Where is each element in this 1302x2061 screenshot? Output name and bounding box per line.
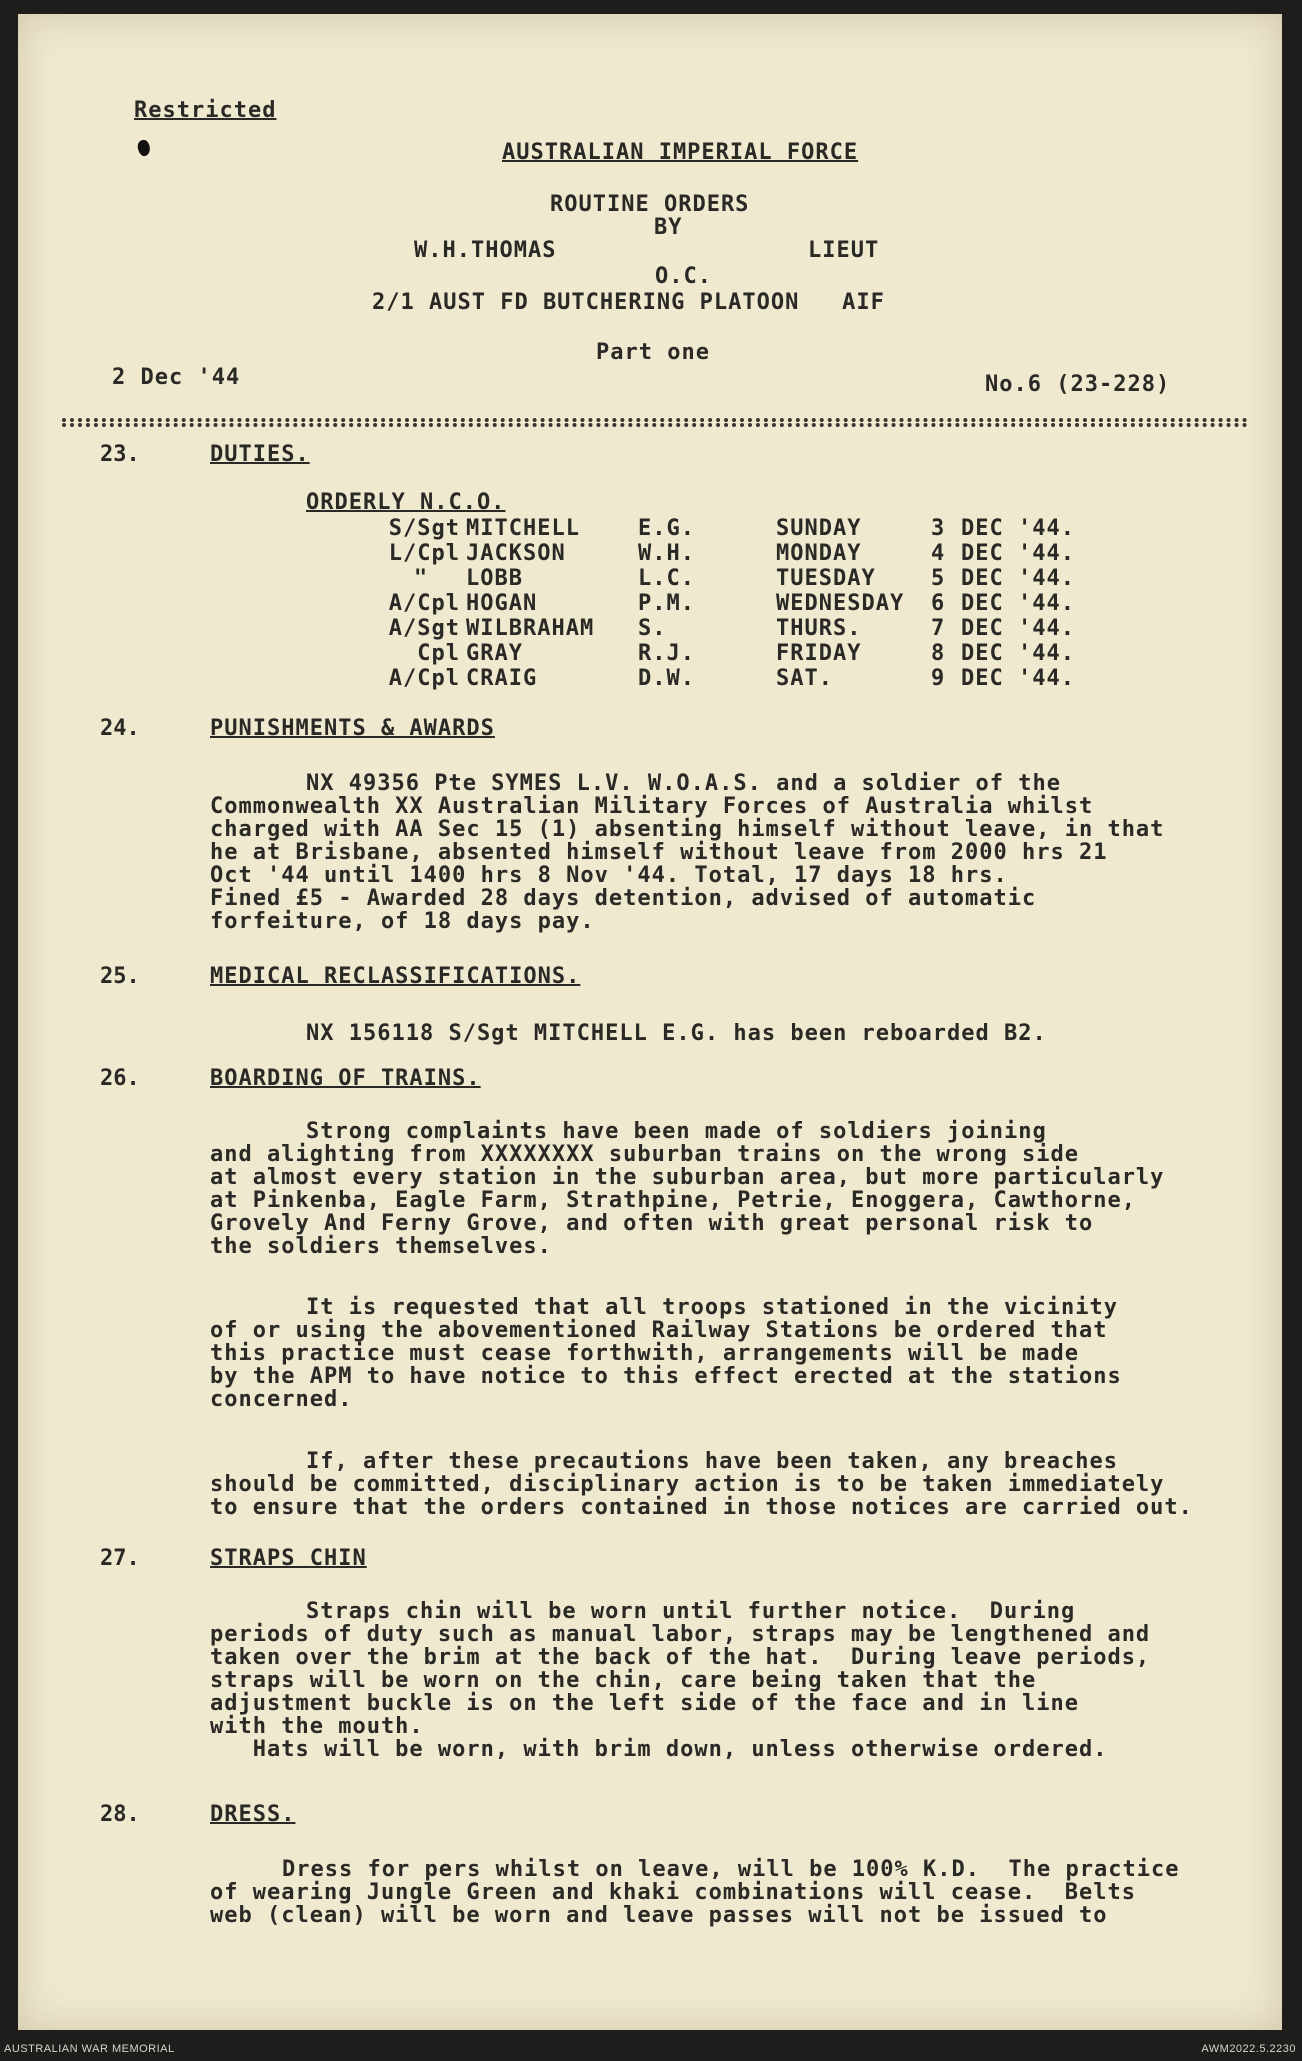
header-rule-second (62, 423, 1248, 427)
text-line: It is requested that all troops stationed in the vicinity (306, 1295, 1118, 1320)
rank-cell: A/Cpl (388, 666, 460, 691)
day-cell: MONDAY (776, 541, 862, 566)
text-line: taken over the brim at the back of the hat. During leave periods, (210, 1645, 1151, 1670)
text-line: Dress for pers whilst on leave, will be 100% K.D. The practice (282, 1857, 1180, 1882)
duty-roster (376, 516, 1075, 691)
text-line: and alighting from XXXXXXXX suburban trains on the wrong side (210, 1142, 1079, 1167)
section-title-punishments: PUNISHMENTS & AWARDS (210, 716, 495, 741)
section-title-straps: STRAPS CHIN (210, 1546, 367, 1571)
rank-cell: S/Sgt (388, 516, 460, 541)
day-cell: WEDNESDAY (776, 591, 905, 616)
text-line: by the APM to have notice to this effect erected at the stations (210, 1364, 1122, 1389)
section-number: 25. (100, 964, 140, 989)
text-line: of wearing Jungle Green and khaki combinations will cease. Belts (210, 1880, 1136, 1905)
order-number: No.6 (23-228) (985, 372, 1171, 397)
initials-cell: E.G. (638, 516, 695, 541)
day-cell: THURS. (776, 616, 862, 641)
trains-paragraph-2 (210, 1296, 1122, 1411)
date-cell: 7 (931, 616, 946, 641)
section-title-dress: DRESS. (210, 1802, 296, 1827)
text-line: should be committed, disciplinary action is to be taken immediately (210, 1472, 1165, 1497)
section-number: 26. (100, 1066, 140, 1091)
text-line: this practice must cease forthwith, arrangements will be made (210, 1341, 1079, 1366)
section-title-trains: BOARDING OF TRAINS. (210, 1066, 481, 1091)
text-line: at almost every station in the suburban area, but more particularly (210, 1165, 1165, 1190)
text-line: Hats will be worn, with brim down, unless otherwise ordered. (210, 1737, 1108, 1762)
section-number: 28. (100, 1802, 140, 1827)
month-cell: DEC '44. (961, 541, 1075, 566)
rank-cell: A/Cpl (388, 591, 460, 616)
header-rule (62, 418, 1248, 422)
punishment-paragraph (210, 772, 1164, 933)
section-title-medical: MEDICAL RECLASSIFICATIONS. (210, 964, 581, 989)
table-row (376, 641, 1075, 666)
day-cell: SUNDAY (776, 516, 862, 541)
day-cell: TUESDAY (776, 566, 876, 591)
trains-paragraph-1 (210, 1120, 1164, 1258)
order-date: 2 Dec '44 (112, 365, 241, 390)
text-line: Strong complaints have been made of soldiers joining (306, 1119, 1047, 1144)
date-cell: 4 (931, 541, 946, 566)
initials-cell: D.W. (638, 666, 695, 691)
month-cell: DEC '44. (961, 591, 1075, 616)
name-cell: CRAIG (466, 666, 538, 691)
rank-cell: " (413, 566, 429, 591)
trains-paragraph-3 (210, 1450, 1193, 1519)
month-cell: DEC '44. (961, 516, 1075, 541)
initials-cell: P.M. (638, 591, 695, 616)
date-cell: 8 (931, 641, 946, 666)
part-label: Part one (596, 340, 710, 365)
date-cell: 3 (931, 516, 946, 541)
section-number: 24. (100, 716, 140, 741)
table-row (376, 566, 1075, 591)
month-cell: DEC '44. (961, 666, 1075, 691)
text-line: at Pinkenba, Eagle Farm, Strathpine, Petrie, Enoggera, Cawthorne, (210, 1188, 1136, 1213)
text-line: Oct '44 until 1400 hrs 8 Nov '44. Total, 17 days 18 hrs. (210, 863, 1008, 888)
text-line: forfeiture, of 18 days pay. (210, 909, 595, 934)
month-cell: DEC '44. (961, 616, 1075, 641)
text-line: Commonwealth XX Australian Military Forces of Australia whilst (210, 794, 1094, 819)
text-line: Straps chin will be worn until further notice. During (306, 1599, 1076, 1624)
name-cell: MITCHELL (466, 516, 580, 541)
unit-title: 2/1 AUST FD BUTCHERING PLATOON AIF (372, 290, 885, 315)
officer-rank: LIEUT (808, 238, 880, 263)
initials-cell: W.H. (638, 541, 695, 566)
force-title: AUSTRALIAN IMPERIAL FORCE (502, 140, 859, 165)
date-cell: 6 (931, 591, 946, 616)
footer-reference: AWM2022.5.2230 (1201, 2043, 1296, 2055)
rank-cell: A/Sgt (388, 616, 460, 641)
name-cell: LOBB (466, 566, 523, 591)
text-line: of or using the abovementioned Railway Stations be ordered that (210, 1318, 1108, 1343)
footer-credit: AUSTRALIAN WAR MEMORIAL (4, 2043, 175, 2055)
section-title-duties: DUTIES. (210, 442, 310, 467)
initials-cell: S. (638, 616, 667, 641)
text-line: NX 49356 Pte SYMES L.V. W.O.A.S. and a soldier of the (306, 771, 1061, 796)
officer-name: W.H.THOMAS (414, 238, 557, 263)
duties-subtitle: ORDERLY N.C.O. (306, 490, 506, 515)
text-line: with the mouth. (210, 1714, 424, 1739)
text-line: to ensure that the orders contained in those notices are carried out. (210, 1495, 1193, 1520)
text-line: charged with AA Sec 15 (1) absenting himself without leave, in that (210, 817, 1165, 842)
rank-cell: Cpl (417, 641, 460, 666)
text-line: straps will be worn on the chin, care being taken that the (210, 1668, 1037, 1693)
text-line: If, after these precautions have been taken, any breaches (306, 1449, 1118, 1474)
rank-cell: L/Cpl (388, 541, 460, 566)
text-line: adjustment buckle is on the left side of the face and in line (210, 1691, 1079, 1716)
text-line: concerned. (210, 1387, 353, 1412)
officer-appointment: O.C. (655, 264, 712, 289)
name-cell: WILBRAHAM (466, 616, 595, 641)
table-row (376, 666, 1075, 691)
text-line: NX 156118 S/Sgt MITCHELL E.G. has been reboarded B2. (306, 1021, 1047, 1046)
initials-cell: L.C. (638, 566, 695, 591)
section-number: 23. (100, 442, 140, 467)
text-line: Fined £5 - Awarded 28 days detention, advised of automatic (210, 886, 1037, 911)
dress-paragraph (210, 1858, 1179, 1927)
text-line: web (clean) will be worn and leave passes will not be issued to (210, 1903, 1108, 1928)
name-cell: HOGAN (466, 591, 538, 616)
day-cell: FRIDAY (776, 641, 862, 666)
day-cell: SAT. (776, 666, 833, 691)
name-cell: GRAY (466, 641, 523, 666)
text-line: periods of duty such as manual labor, straps may be lengthened and (210, 1622, 1151, 1647)
name-cell: JACKSON (466, 541, 566, 566)
month-cell: DEC '44. (961, 641, 1075, 666)
date-cell: 9 (931, 666, 946, 691)
text-line: the soldiers themselves. (210, 1234, 552, 1259)
date-cell: 5 (931, 566, 946, 591)
routine-orders-title: ROUTINE ORDERS (550, 192, 750, 217)
text-line: Grovely And Ferny Grove, and often with great personal risk to (210, 1211, 1094, 1236)
text-line: he at Brisbane, absented himself without leave from 2000 hrs 21 (210, 840, 1108, 865)
table-row (376, 616, 1075, 641)
table-row (376, 541, 1075, 566)
classification-label: Restricted (134, 98, 277, 123)
month-cell: DEC '44. (961, 566, 1075, 591)
table-row (376, 591, 1075, 616)
medical-paragraph (306, 1022, 1047, 1045)
initials-cell: R.J. (638, 641, 695, 666)
table-row (376, 516, 1075, 541)
by-label: BY (654, 215, 683, 240)
straps-paragraph (210, 1600, 1150, 1761)
section-number: 27. (100, 1546, 140, 1571)
